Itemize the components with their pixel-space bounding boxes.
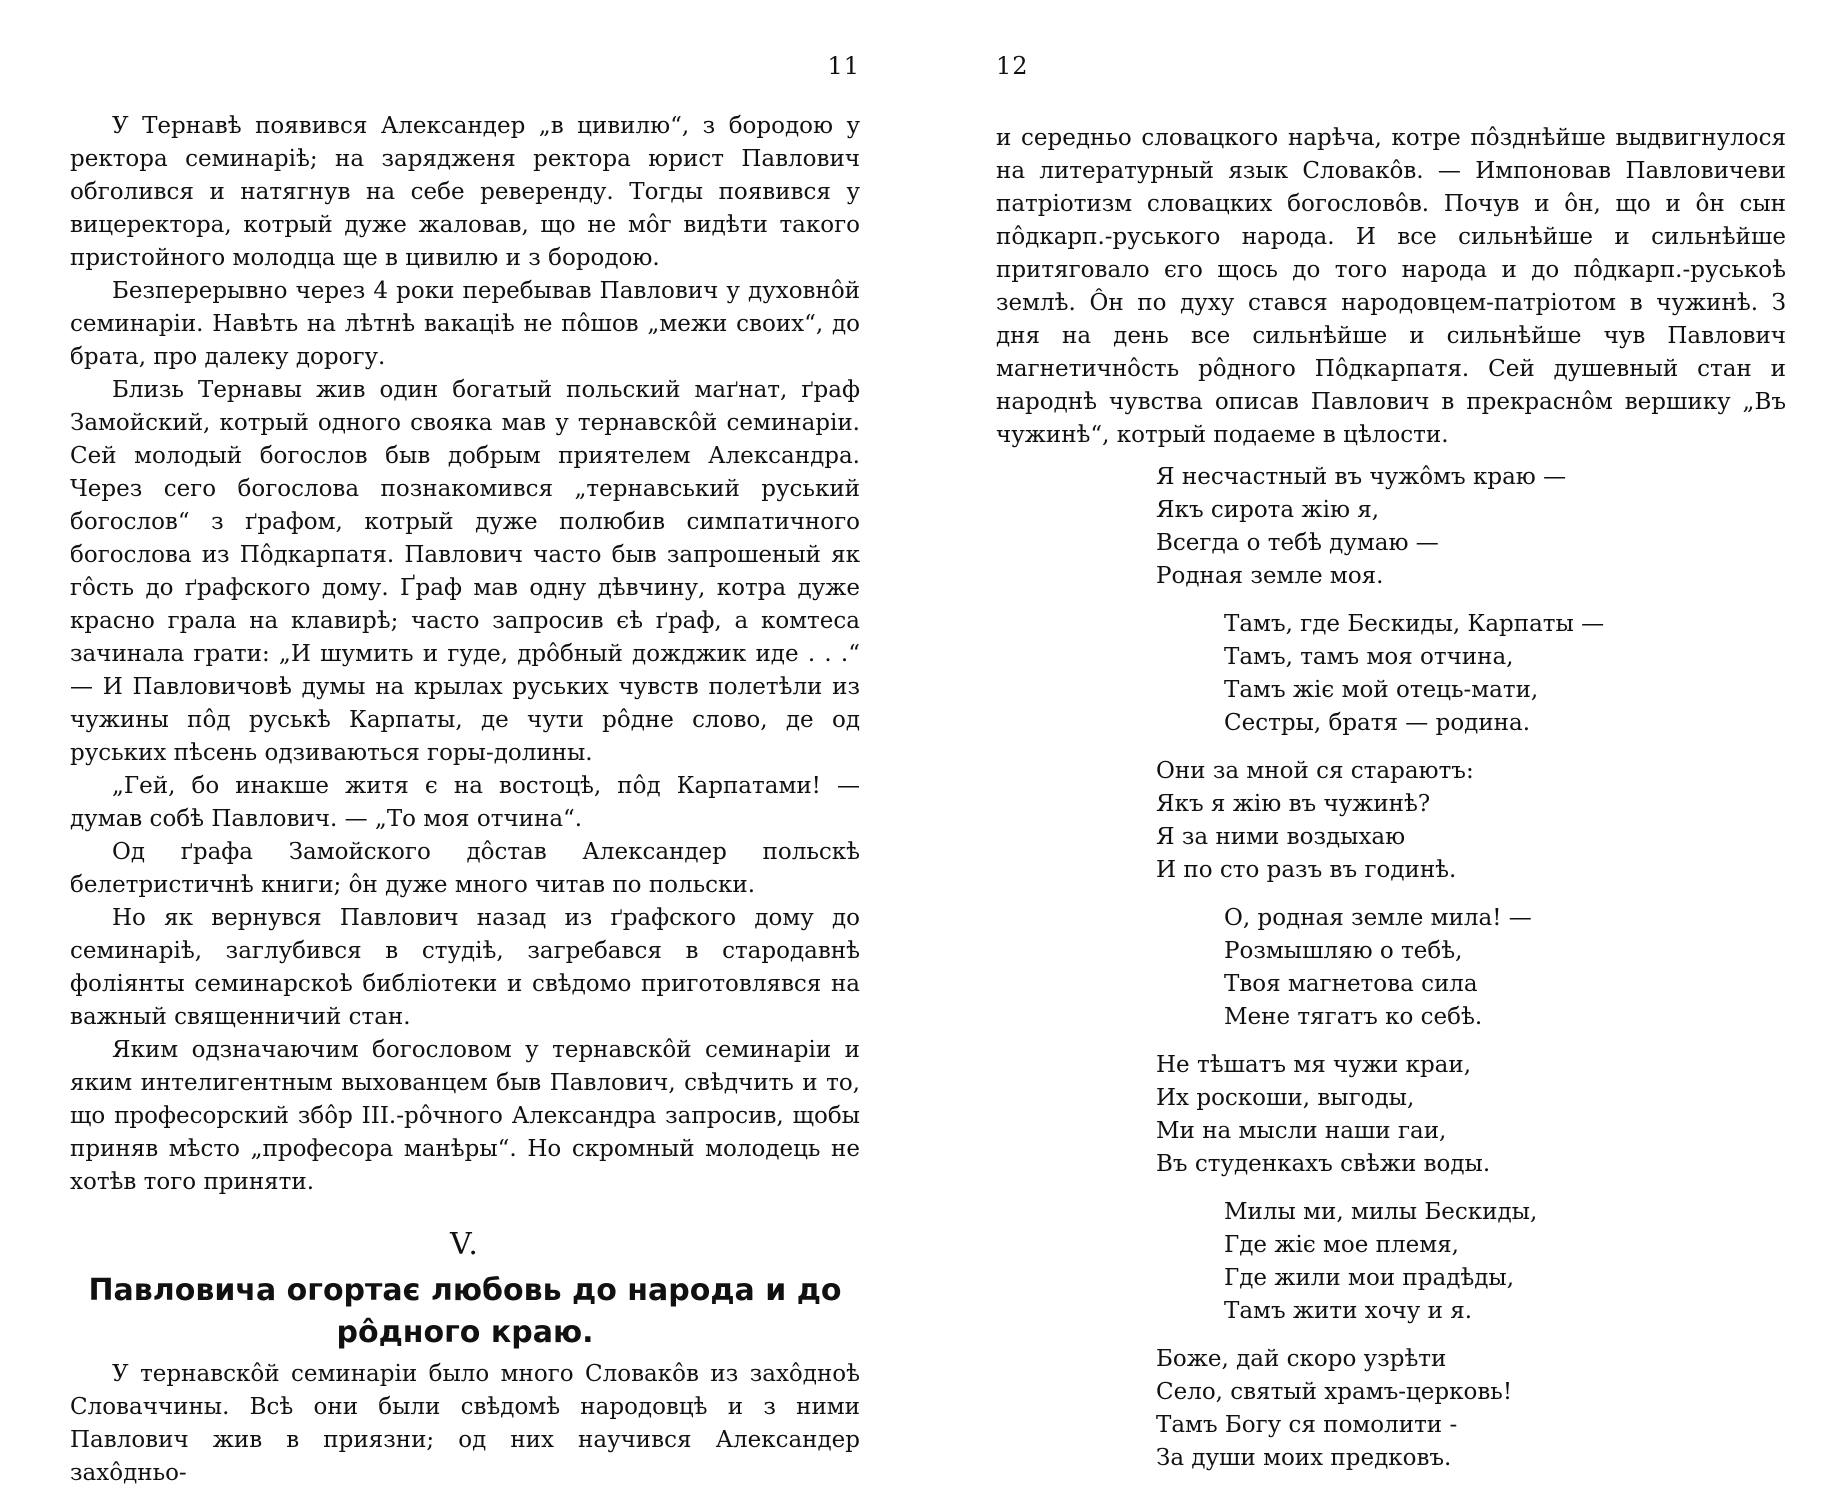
right-page xyxy=(996,0,1786,1500)
paragraph: У Тернавѣ появився Александер „в цивилю“, з бородою у ректора семинаріѣ; на зарядженя ректора юрист Павлович обголився и натягнув на себе реверенду. Тогды появився у вицеректора, котрый дуже жаловав, що не мôг видѣти такого пристойного молодца ще в цивилю и з бородою. xyxy=(70,113,860,271)
paragraph: Безперерывно через 4 роки перебывав Павлович у духовнôй семинаріи. Навѣть на лѣтнѣ вакацiѣ не пôшов „межи своих“, до брата, про далеку дорогу. xyxy=(70,278,860,370)
poem-line: За души моих предковъ. xyxy=(1156,1445,1452,1471)
poem-line: Якъ сирота жiю я, xyxy=(1156,497,1380,523)
poem-line: Я несчастный въ чужôмъ краю — xyxy=(1156,464,1567,490)
chapter-opening-text xyxy=(70,1358,860,1490)
poem-stanza xyxy=(1224,608,1776,740)
paragraph: Близь Тернавы жив один богатый польский маґнат, ґраф Замойский, котрый одного свояка мав у тернавскôй семинаріи. Сей молодый богослов быв добрым приятелем Александра. Через сего богослова познакомився „тернавський руський богослов“ з ґрафом, котрый дуже полюбив симпатичного богослова из Пôдкарпатя. Павлович часто быв запрошеный як гôсть до ґрафского дому. Ґраф мав одну дѣвчину, котра дуже красно грала на клавирѣ; часто запросив єѣ ґраф, а комтеса зачинала грати: „И шумить и гуде, дрôбный дожджик иде . . .“ — И Павловичовѣ думы на крылах руських чувств полетѣли из чужины пôд руськѣ Карпаты, де чути рôдне слово, де од руських пѣсень одзиваються горы-долины. xyxy=(70,377,860,766)
poem-line: Сестры, братя — родина. xyxy=(1224,710,1531,736)
poem-line: Милы ми, милы Бескиды, xyxy=(1224,1199,1538,1225)
poem-line: Ми на мысли наши гаи, xyxy=(1156,1118,1447,1144)
poem-stanza xyxy=(1156,461,1776,593)
chapter-title-line: Павловича огортає любовь до народа и до xyxy=(88,1273,842,1308)
poem-stanza xyxy=(1224,1196,1776,1328)
chapter-numeral: V. xyxy=(450,1227,480,1262)
poem-line: Якъ я жiю въ чужинѣ? xyxy=(1156,791,1431,817)
chapter-title-line: рôдного краю. xyxy=(336,1315,594,1350)
poem-stanza xyxy=(1156,1049,1776,1181)
poem-line: Мене тягатъ ко себѣ. xyxy=(1224,1004,1483,1030)
poem-line: Розмышляю о тебѣ, xyxy=(1224,938,1463,964)
poem-line: Где жили мои прадѣды, xyxy=(1224,1265,1515,1291)
page-number-left: 11 xyxy=(827,52,860,80)
left-page-body xyxy=(70,110,860,1199)
poem-stanza xyxy=(1156,1343,1776,1475)
poem-line: Село, святый храмъ-церковь! xyxy=(1156,1379,1513,1405)
paragraph: и середньо словацкого нарѣча, котре пôзднѣйше выдвигнулося на литературный язык Словакôв. — Импоновав Павловичеви патріотизм словацких богословôв. Почув и ôн, що и ôн сын пôдкарп.-руського народа. И все сильнѣйше и сильнѣйше притяговало єго щось до того народа и до пôдкарп.-руськоѣ землѣ. Ôн по духу стався народовцем-патріотом в чужинѣ. З дня на день все сильнѣйше и сильнѣйше чув Павлович магнетичнôсть рôдного Пôдкарпатя. Сей душевный стан и народнѣ чувства описав Павлович в прекраснôм вершику „Въ чужинѣ“, котрый подаеме в цѣлости. xyxy=(996,125,1786,448)
poem-line: Боже, дай скоро узрѣти xyxy=(1156,1346,1447,1372)
poem-line: Их роскоши, выгоды, xyxy=(1156,1085,1415,1111)
poem-line: Они за мной ся стараютъ: xyxy=(1156,758,1474,784)
poem-line: Тамъ, тамъ моя отчина, xyxy=(1224,644,1514,670)
poem-stanza xyxy=(1156,755,1776,887)
poem xyxy=(1156,461,1776,1490)
poem-line: Тамъ жити хочу и я. xyxy=(1224,1298,1473,1324)
poem-line: Где жiє мое племя, xyxy=(1224,1232,1459,1258)
poem-line: Всегда о тебѣ думаю — xyxy=(1156,530,1439,556)
poem-stanza xyxy=(1224,902,1776,1034)
poem-line: Родная земле моя. xyxy=(1156,563,1384,589)
left-page xyxy=(70,0,860,1500)
chapter-title xyxy=(70,1270,860,1354)
poem-line: Твоя магнетова сила xyxy=(1224,971,1478,997)
poem-line: Тамъ, где Бескиды, Карпаты — xyxy=(1224,611,1605,637)
poem-line: Тамъ жiє мой отець-мати, xyxy=(1224,677,1539,703)
paragraph: У тернавскôй семинаріи было много Словакôв из захôдноѣ Словаччины. Всѣ они были свѣдомѣ народовцѣ и з ними Павлович жив в приязни; од них научився Александер захôдньо- xyxy=(70,1361,860,1486)
poem-line: И по сто разъ въ годинѣ. xyxy=(1156,857,1457,883)
poem-line: О, родная земле мила! — xyxy=(1224,905,1532,931)
paragraph: Од ґрафа Замойского дôстав Александер польскѣ белетристичнѣ книги; ôн дуже много читав по польски. xyxy=(70,839,860,898)
poem-line: Я за ними воздыхаю xyxy=(1156,824,1406,850)
poem-line: Въ студенкахъ свѣжи воды. xyxy=(1156,1151,1491,1177)
page-number-right: 12 xyxy=(996,52,1029,80)
paragraph: „Гей, бо инакше житя є на востоцѣ, пôд Карпатами! — думав собѣ Павлович. — „То моя отчина“. xyxy=(70,773,860,832)
paragraph: Но як вернувся Павлович назад из ґрафского дому до семинаріѣ, заглубився в студiѣ, загребався в стародавнѣ фоліянты семинарскоѣ библіотеки и свѣдомо приготовлявся на важный священничий стан. xyxy=(70,905,860,1030)
poem-line: Не тѣшатъ мя чужи краи, xyxy=(1156,1052,1472,1078)
right-page-body xyxy=(996,122,1786,452)
poem-line: Тамъ Богу ся помолити - xyxy=(1156,1412,1458,1438)
paragraph: Яким одзначаючим богословом у тернавскôй семинаріи и яким интелигентным выхованцем быв Павлович, свѣдчить и то, що професорский збôр III.-рôчного Александра запросив, щобы приняв мѣсто „професора манѣры“. Но скромный молодець не хотѣв того приняти. xyxy=(70,1037,860,1195)
